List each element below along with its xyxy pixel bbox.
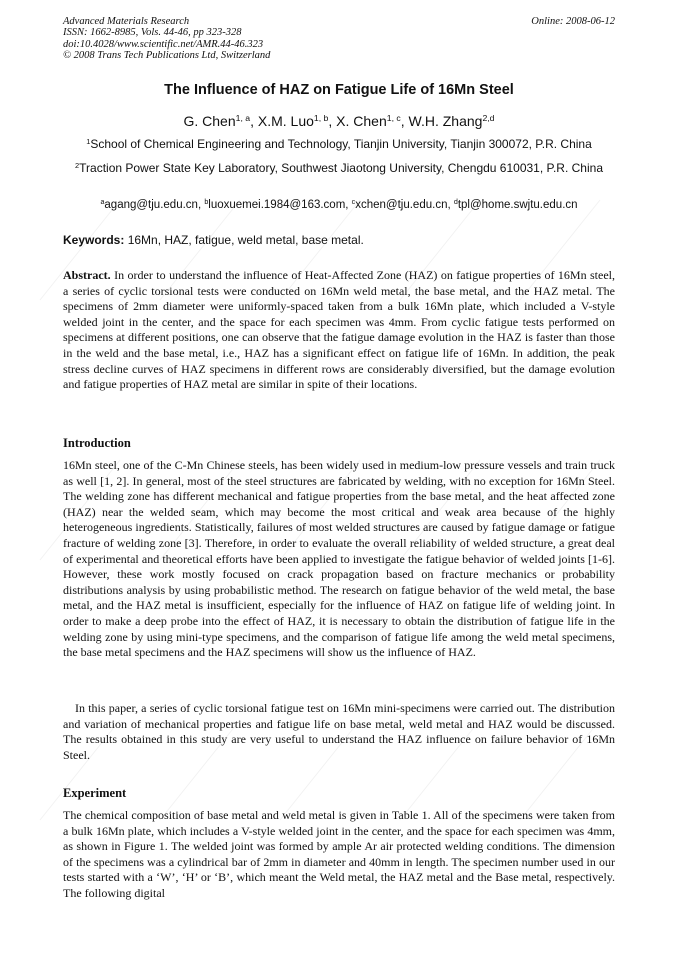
keywords-label: Keywords: (63, 233, 125, 247)
section-heading-experiment: Experiment (63, 786, 127, 800)
introduction-paragraph-1: 16Mn steel, one of the C-Mn Chinese steels, has been widely used in medium-low pressure vessels and train truck as well [1, 2]. In general, most of the steel structures are fabricated by welding, with no exception for 16Mn Steel. The welding zone has different mechanical and fatigue properties from the base metal, and the heat affected zone (HAZ) near the welded seam, which may become the most critical and weak area because of the highly heterogeneous ingredients. Statistically, failures of most welded structures are caused by fatigue damage or fatigue fracture of welding zone [3]. Therefore, in order to evaluate the overall reliability of welded structure, a great deal of experimental and theoretical efforts have been applied to investigate the fatigue behavior of welded joints [1-6]. However, these work mostly focused on crack propagation based on fracture mechanics or probability distributions analysis by using probabilistic method. The research on fatigue behavior of the weld metal, the base metal, and the HAZ metal is insufficient, especially for the influence of HAZ on fatigue life of welding joint. In order to make a deep probe into the effect of HAZ, it is necessary to obtain the distribution of fatigue life in the welding zone by using mini-type specimens, and the comparison of fatigue life among the weld metal specimens, the base metal specimens and the HAZ specimens will show us the influence of HAZ. (63, 458, 615, 660)
email-link[interactable]: xchen@tju.edu.cn (355, 199, 448, 211)
affiliation-text: School of Chemical Engineering and Technology, Tianjin University, Tianjin 300072, P.R. China (90, 137, 592, 151)
author-sup: 1, a (235, 113, 251, 124)
author-name: X. Chen (336, 113, 387, 129)
email-sup: a (100, 198, 105, 207)
email-link[interactable]: luoxuemei.1984@163.com (208, 199, 346, 211)
author-name: G. Chen (183, 113, 236, 129)
experiment-paragraph-1: The chemical composition of base metal and weld metal is given in Table 1. All of the specimens were taken from a bulk 16Mn plate, which includes a V-style welded joint in the center, and the space for each specimen was 4mm, as shown in Figure 1. The welded joint was formed by ample Ar air protected welding conditions. The dimension of the specimens was a cylindrical bar of 2mm in diameter and 40mm in length. The specimen number used in our tests started with a ‘W’, ‘H’ or ‘B’, which meant the Weld metal, the HAZ metal and the Base metal, respectively. The following digital (63, 808, 615, 900)
affiliation-text: Traction Power State Key Laboratory, Southwest Jiaotong University, Chengdu 610031, P.R. China (79, 161, 603, 175)
copyright-line: © 2008 Trans Tech Publications Ltd, Switzerland (63, 50, 271, 62)
journal-name: Advanced Materials Research (63, 16, 190, 27)
affiliation-sup: 2 (75, 160, 80, 170)
affiliation-1 (60, 136, 618, 152)
affiliation-sup: 1 (86, 136, 91, 146)
keywords-text: 16Mn, HAZ, fatigue, weld metal, base metal. (127, 233, 364, 247)
author-list: G. Chen$^{1, a}$, X.M. Luo$^{1, b}$, X. Chen$^{1, c}$, W.H. Zhang$^{2,d}$ (183, 113, 495, 129)
email-link[interactable]: tpl@home.swjtu.edu.cn (457, 199, 578, 211)
email-sup: b (204, 198, 209, 207)
author-sup: 1, c (386, 113, 401, 124)
doi-line: doi:10.4028/www.scientific.net/AMR.44-46.323 (63, 38, 264, 50)
running-header (63, 16, 615, 62)
email-link[interactable]: agang@tju.edu.cn (104, 199, 198, 211)
issn-line: ISSN: 1662-8985, Vols. 44-46, pp 323-328 (63, 27, 242, 39)
email-list: $^a$agang@tju.edu.cn, $^b$luoxuemei.1984@163.com, $^c$xchen@tju.edu.cn, $^d$tpl@home.swjtu.edu.cn (100, 198, 578, 211)
email-sup: d (453, 198, 458, 207)
online-date: Online: 2008-06-12 (531, 16, 615, 27)
affiliation-2 (60, 160, 618, 176)
abstract-text: In order to understand the influence of Heat-Affected Zone (HAZ) on fatigue properties of 16Mn steel, a series of cyclic torsional tests were conducted on 16Mn weld metal, the base metal, and the HAZ metal. The specimens of 2mm diameter were uniformly-spaced taken from a bulk 16Mn plate, which included a V-style welded joint in the center, and the space for each specimen was 4mm. From cyclic fatigue tests performed on specimens at different positions, one can observe that the fatigue damage evolution in the HAZ is faster than those in the weld and the base metal, i.e., HAZ has a significant effect on fatigue life of 16Mn. In addition, the peak stress decline curves of HAZ specimens in different rows are considerably diversified, but the damage evolution and fatigue properties of HAZ metal are similar in spite of their locations. (63, 268, 615, 392)
author-sup: 2,d (482, 113, 495, 124)
introduction-paragraph-2: In this paper, a series of cyclic torsional fatigue test on 16Mn mini-specimens were carried out. The distribution and variation of mechanical properties and fatigue life on base metal, weld metal and HAZ would be discussed. The results obtained in this study are very useful to understand the HAZ influence on failure behavior of 16Mn Steel. (63, 701, 615, 762)
keywords (63, 233, 364, 247)
abstract-label: Abstract. (63, 268, 111, 282)
abstract-paragraph (63, 268, 615, 393)
section-heading-introduction: Introduction (63, 436, 131, 450)
author-name: X.M. Luo (257, 113, 314, 129)
author-sup: 1, b (313, 113, 329, 124)
author-name: W.H. Zhang (408, 113, 483, 129)
paper-title: The Influence of HAZ on Fatigue Life of 16Mn Steel (164, 82, 514, 98)
email-sup: c (351, 198, 356, 207)
